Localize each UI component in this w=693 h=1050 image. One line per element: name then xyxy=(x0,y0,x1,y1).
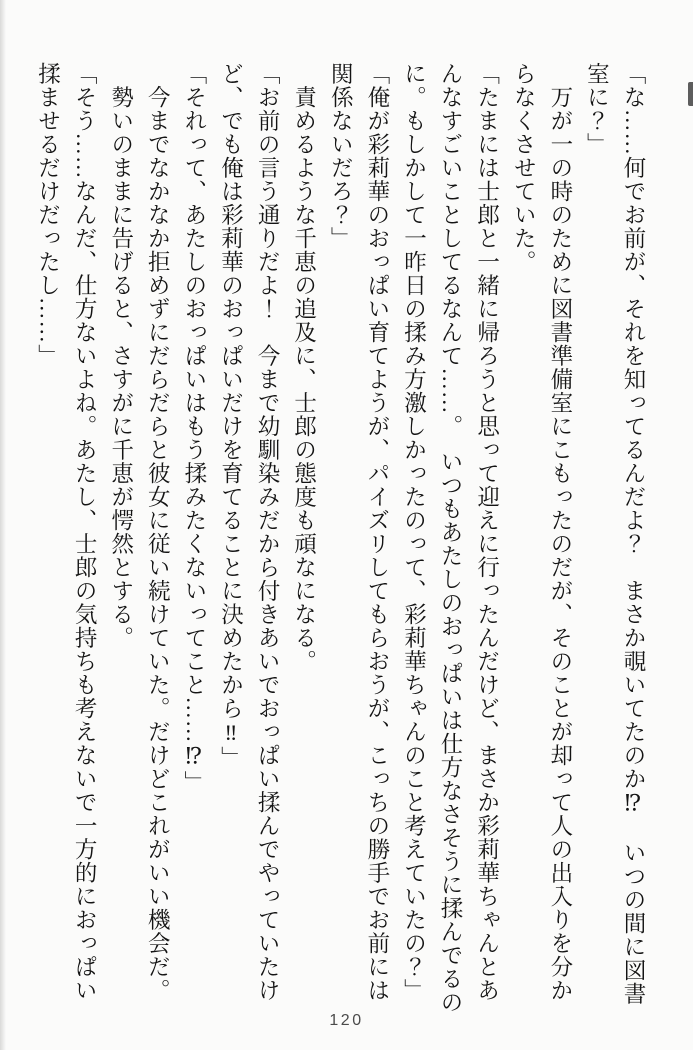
text-line: 「そう……なんだ、仕方ないよね。あたし、士郎の気持ちも考えないで一方的におっぱい xyxy=(72,62,98,1002)
text-line: 勢いのままに告げると、さすがに千恵が愕然とする。 xyxy=(108,62,134,650)
text-line: 責めるような千恵の追及に、士郎の態度も頑なになる。 xyxy=(291,62,317,673)
text-line: 今までなかなか拒めずにだらだらと彼女に従い続けていた。だけどこれがいい機会だ。 xyxy=(145,62,171,1002)
text-line: 「たまには士郎と一緒に帰ろうと思って迎えに行ったんだけど、まさか彩莉華ちゃんとあ xyxy=(474,62,500,1002)
text-line: 揉ませるだけだったし……」 xyxy=(35,62,61,368)
text-line: らなくさせていた。 xyxy=(511,62,537,274)
scan-artifact xyxy=(688,82,693,106)
text-line: 室に？」 xyxy=(584,62,610,156)
text-line: んなすごいことしてるなんて……。 いつもあたしのおっぱいは仕方なさそうに揉んでるの xyxy=(438,62,464,1015)
text-line: 関係ないだろ？」 xyxy=(328,62,354,250)
text-line: 「な……何でお前が、それを知ってるんだよ？ まさか覗いてたのか⁉ いつの間に図書 xyxy=(621,62,646,1006)
text-line: 万が一の時のために図書準備室にこもったのだが、そのことが却って人の出入りを分か xyxy=(547,62,573,1002)
text-line: に。もしかして一昨日の揉み方激しかったのって、彩莉華ちゃんのこと考えていたの？」 xyxy=(401,62,427,1002)
page-number: 120 xyxy=(329,1012,364,1029)
text-line: 「俺が彩莉華のおっぱい育てようが、パイズリしてもらおうが、こっちの勝手でお前には xyxy=(364,62,390,1002)
page-edge-shadow xyxy=(0,0,6,1050)
page-text-column-area xyxy=(27,62,651,1027)
text-line: 「それって、あたしのおっぱいはもう揉みたくないってこと……⁉」 xyxy=(181,62,207,794)
text-line: 「お前の言う通りだよ！ 今まで幼馴染みだから付きあいでおっぱい揉んでやっていたけ xyxy=(255,62,281,1002)
text-line: ど、でも俺は彩莉華のおっぱいだけを育てることに決めたから‼」 xyxy=(218,62,244,770)
